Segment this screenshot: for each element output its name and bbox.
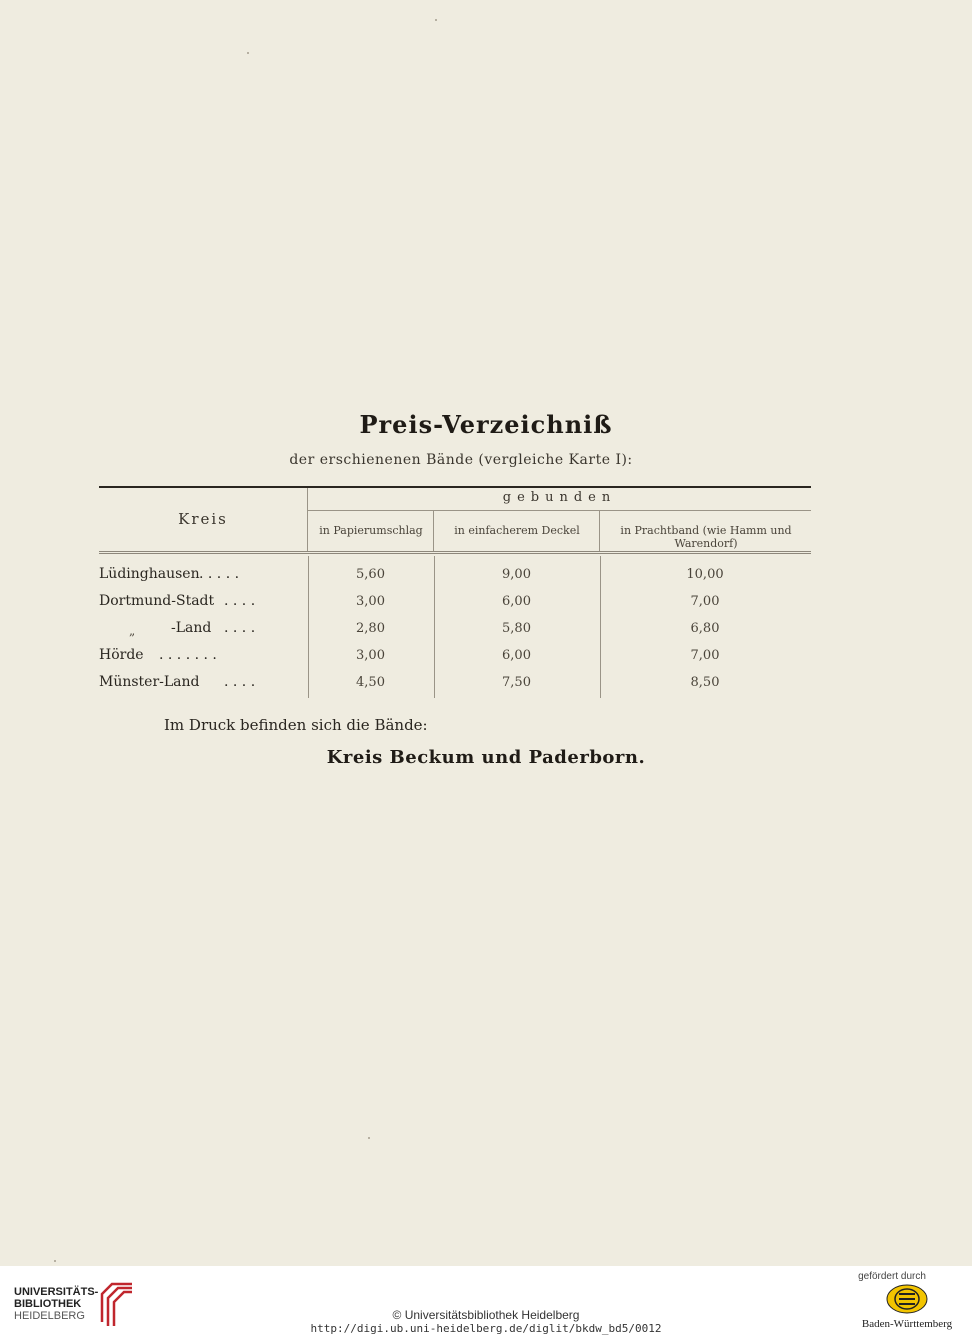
row-name: Lüdinghausen — [99, 566, 200, 582]
row-name: Hörde — [99, 647, 144, 663]
price-papierumschlag: 2,80 — [356, 621, 385, 636]
table-row — [99, 616, 811, 643]
logo-line-1: UNIVERSITÄTS- — [14, 1286, 99, 1298]
column-header-einfacher-deckel: in einfacherem Deckel — [454, 524, 580, 537]
price-papierumschlag: 3,00 — [356, 648, 385, 663]
row-leader-dots: . . . . — [224, 674, 256, 690]
price-papierumschlag: 4,50 — [356, 675, 385, 690]
column-header-papierumschlag: in Papierumschlag — [319, 524, 423, 537]
row-name: Münster-Land — [99, 674, 200, 690]
row-leader-dots: . . . . — [224, 593, 256, 609]
permalink-url[interactable]: http://digi.ub.uni-heidelberg.de/diglit/bkdw_bd5/0012 — [310, 1322, 662, 1335]
table-row — [99, 670, 811, 697]
column-header-prachtband: in Prachtband (wie Hamm und Warendorf) — [620, 524, 792, 550]
row-name: Dortmund-Stadt — [99, 593, 215, 609]
price-prachtband: 6,80 — [690, 621, 720, 636]
paper-speck — [368, 1137, 370, 1139]
table-row — [99, 589, 811, 616]
paper-speck — [435, 19, 437, 21]
funded-by-label: gefördert durch — [858, 1271, 926, 1282]
table-row — [99, 562, 811, 589]
funder-name: Baden-Württemberg — [861, 1318, 953, 1330]
price-prachtband: 10,00 — [686, 567, 724, 582]
row-name: -Land — [171, 620, 212, 636]
paper-speck — [247, 52, 249, 54]
gebunden-underline — [308, 510, 811, 511]
row-leader-dots: . . . . — [224, 620, 256, 636]
page-title: Preis-Verzeichniß — [359, 410, 613, 439]
price-einfacher-deckel: 6,00 — [502, 648, 531, 663]
price-einfacher-deckel: 5,80 — [502, 621, 531, 636]
library-footer — [0, 1266, 972, 1336]
logo-line-3: HEIDELBERG — [14, 1310, 85, 1322]
column-header-kreis: Kreis — [178, 510, 228, 528]
ditto-mark: „ — [129, 624, 136, 638]
table-row — [99, 643, 811, 670]
table-body — [99, 562, 811, 697]
copyright-text: © Universitätsbibliothek Heidelberg — [392, 1308, 580, 1322]
table-header-rule — [99, 551, 811, 554]
baden-wuerttemberg-seal-icon[interactable] — [886, 1284, 928, 1314]
row-leader-dots: . . . . . . . — [159, 647, 217, 663]
column-header-gebunden: gebunden — [502, 490, 617, 505]
price-papierumschlag: 5,60 — [356, 567, 385, 582]
logo-line-2: BIBLIOTHEK — [14, 1298, 82, 1310]
price-einfacher-deckel: 9,00 — [502, 567, 531, 582]
row-leader-dots: . . . . . — [199, 566, 240, 582]
price-papierumschlag: 3,00 — [356, 594, 385, 609]
paper-speck — [54, 1260, 56, 1262]
table-top-rule — [99, 486, 811, 488]
page-subtitle: der erschienenen Bände (vergleiche Karte I): — [289, 452, 633, 468]
price-prachtband: 7,00 — [690, 594, 720, 609]
price-prachtband: 8,50 — [690, 675, 720, 690]
price-einfacher-deckel: 7,50 — [502, 675, 531, 690]
print-note: Im Druck befinden sich die Bände: — [164, 716, 428, 734]
price-prachtband: 7,00 — [690, 648, 720, 663]
price-einfacher-deckel: 6,00 — [502, 594, 531, 609]
print-note-volumes: Kreis Beckum und Paderborn. — [326, 747, 646, 768]
